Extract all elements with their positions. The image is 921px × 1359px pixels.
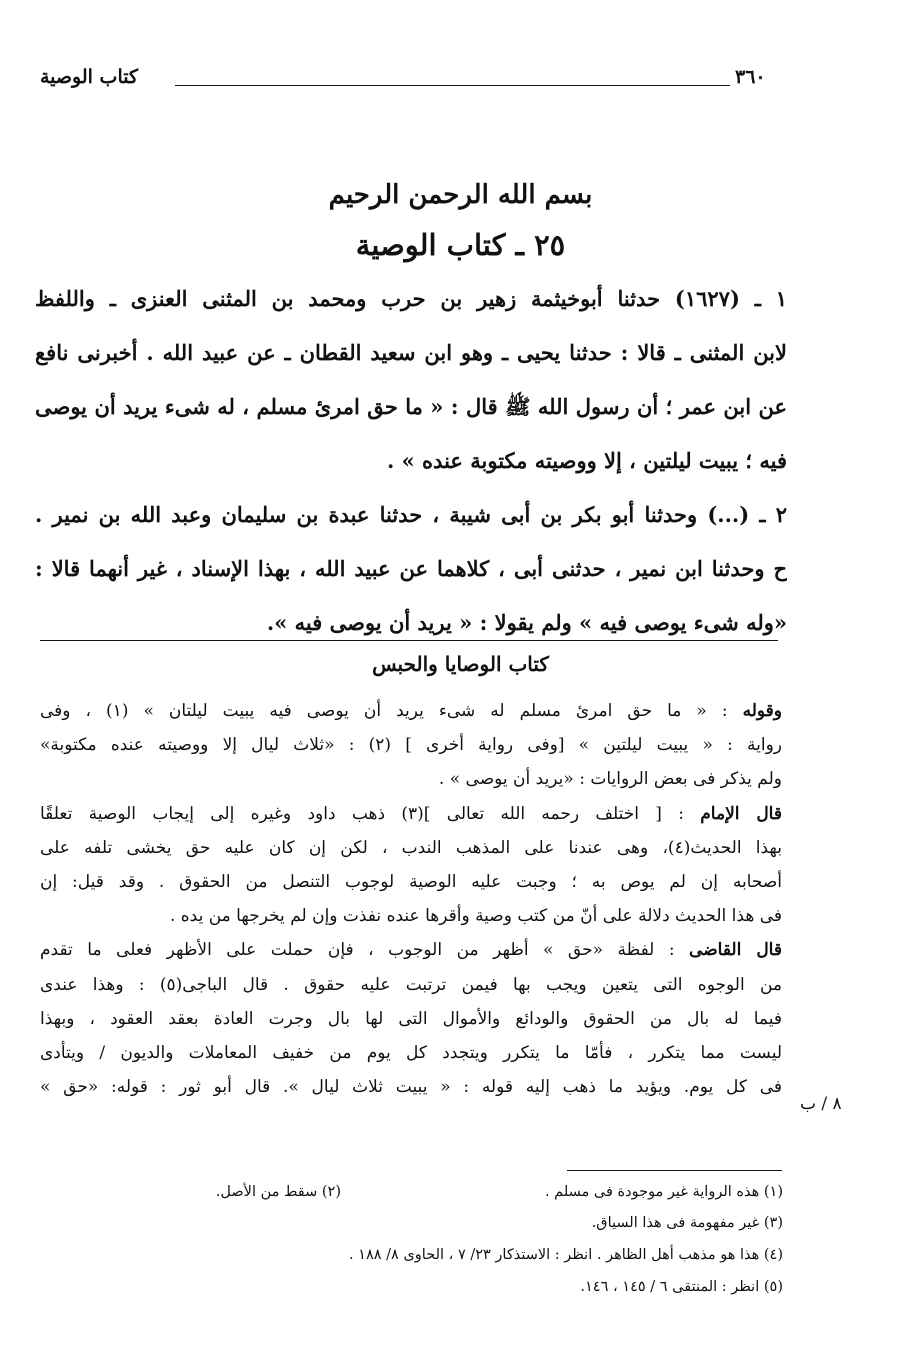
commentary-line: قال الإمام : [ اختلف رحمه الله تعالى ](٣) ذهب داود وغيره إلى إيجاب الوصية تعلقًا (40, 803, 782, 824)
paragraph-lead: قال القاضى (689, 940, 782, 961)
chapter-heading: ٢٥ ـ كتاب الوصية (355, 228, 566, 262)
basmala: بسم الله الرحمن الرحيم (328, 180, 593, 210)
commentary-line: من الوجوه التى يتعين ويجب بها فيمن ترتبت عليه حقوق . قال الباجى(٥) : وهذا عندى (40, 974, 782, 995)
header-rule (175, 85, 730, 86)
hadith-2 (35, 488, 787, 650)
hadith-1 (35, 272, 787, 488)
section-divider (40, 640, 778, 641)
footnote: (٣) غير مفهومة فى هذا السياق. (591, 1215, 783, 1231)
hadith-line: لابن المثنى ـ قالا : حدثنا يحيى ـ وهو ابن سعيد القطان ـ عن عبيد الله . أخبرنى نافع (35, 340, 787, 365)
commentary-line: وقوله : « ما حق امرئ مسلم له شىء يريد أن يوصى فيه يبيت ليلتان » (١) ، وفى (40, 701, 782, 721)
commentary-line: بهذا الحديث(٤)، وهى عندنا على المذهب الندب ، لكن إن كان عليه حق يخشى تلفه على (40, 837, 782, 858)
hadith-line: عن ابن عمر ؛ أن رسول الله ﷺ قال : « ما حق امرئ مسلم ، له شىء يريد أن يوصى (35, 394, 787, 419)
hadith-line: «وله شىء يوصى فيه » ولم يقولا : « يريد أن يوصى فيه ». (266, 610, 787, 635)
paragraph-lead: قال الإمام (700, 803, 782, 824)
commentary-line: فى كل يوم. ويؤيد ما ذهب إليه قوله : « يبيت ثلاث ليال ». قال أبو ثور : قوله: «حق » (40, 1077, 782, 1098)
footnote: (١) هذه الرواية غير موجودة فى مسلم . (544, 1184, 783, 1200)
folio-margin-note: ٨ / ب (800, 1094, 842, 1114)
commentary-line: ولم يذكر فى بعض الروايات : «يريد أن يوصى » . (438, 769, 782, 790)
footnote: (٥) انظر : المنتقى ٦ / ١٤٥ ، ١٤٦. (580, 1279, 783, 1295)
commentary-line: قال القاضى : لفظة «حق » أظهر من الوجوب ، فإن حملت على الأظهر فعلى ما تقدم (40, 940, 782, 961)
page-number: ٣٦٠ (735, 66, 766, 88)
commentary-line: أصحابه إن لم يوص به ؛ وجبت عليه الوصية لوجوب التنصل من الحقوق . وقد قيل: إن (40, 871, 782, 892)
commentary-line: فى هذا الحديث دلالة على أنّ من كتب وصية وأقرها عنده نفذت وإن لم يخرجها من يده . (169, 906, 782, 927)
commentary-body (40, 694, 782, 1104)
hadith-line: ١ ـ (١٦٢٧) حدثنا أبوخيثمة زهير بن حرب ومحمد بن المثنى العنزى ـ واللفظ (35, 286, 787, 311)
hadith-line: ٢ ـ (...) وحدثنا أبو بكر بن أبى شيبة ، حدثنا عبدة بن سليمان وعبد الله بن نمير . (35, 502, 787, 527)
paragraph-lead: وقوله (742, 701, 782, 721)
commentary-title: كتاب الوصايا والحبس (372, 652, 549, 676)
running-title: كتاب الوصية (40, 66, 139, 88)
hadith-line: ح وحدثنا ابن نمير ، حدثنى أبى ، كلاهما عن عبيد الله ، بهذا الإسناد ، غير أنهما قالا : (35, 556, 787, 581)
commentary-line: ليست مما يتكرر ، فأمّا ما يتكرر ويتجدد كل يوم من خفيف المعاملات والديون / ويتأدى (40, 1042, 782, 1063)
footnote: (٤) هذا هو مذهب أهل الظاهر . انظر : الاستذكار ٢٣/ ٧ ، الحاوى ٨/ ١٨٨ . (348, 1247, 783, 1263)
footnote: (٢) سقط من الأصل. (215, 1184, 341, 1200)
commentary-line: رواية : « يبيت ليلتين » [وفى رواية أخرى ] (٢) : «ثلاث ليال إلا ووصيته عنده مكتوبة» (40, 735, 782, 756)
hadith-line: فيه ؛ يبيت ليلتين ، إلا ووصيته مكتوبة عنده » . (386, 448, 787, 473)
footnote-rule (567, 1170, 782, 1171)
commentary-line: فيما له بال من الحقوق والودائع والأموال التى لها بال وجرت العادة بعقد العقود ، وبهذا (40, 1008, 782, 1029)
